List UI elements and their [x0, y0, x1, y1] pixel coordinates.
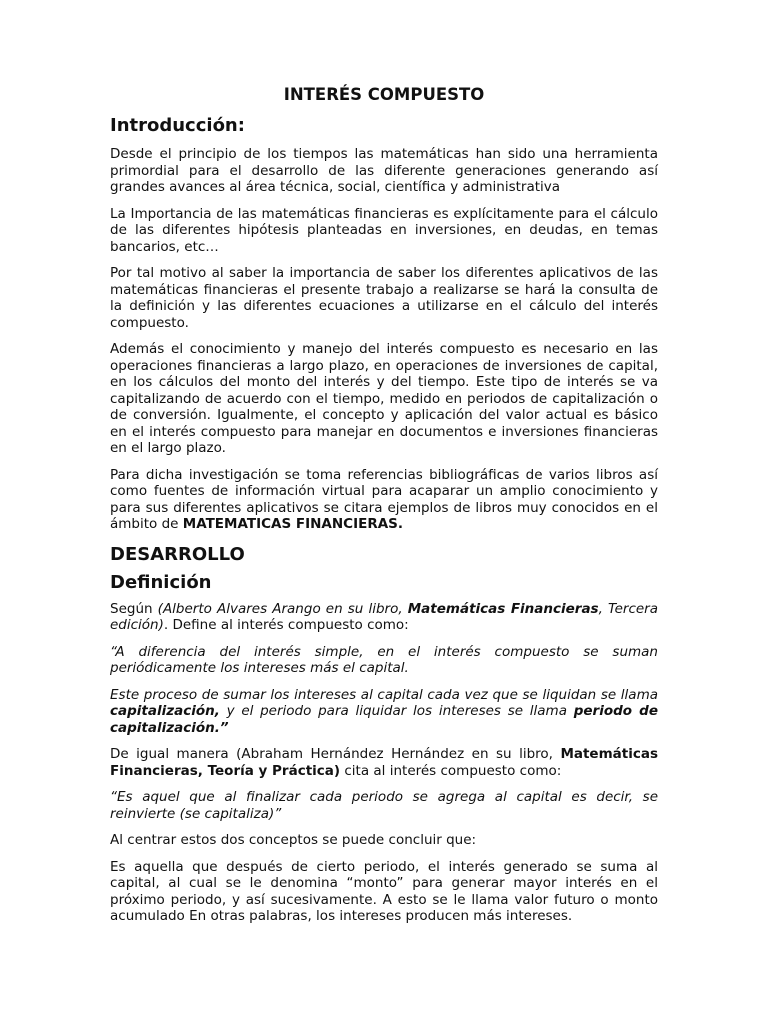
intro-heading: Introducción:	[110, 115, 245, 136]
quote-3-text: “Es aquel que al finalizar cada periodo se agrega al capital es decir, se reinvierte (se capitaliza)”	[110, 789, 658, 822]
quote-3	[110, 789, 658, 822]
paragraph-5-text: Para dicha investigación se toma referencias bibliográficas de varios libros así como fuentes de información virtual para acaparar un amplio conocimiento y para sus diferentes aplicativos se citara ejemplos de libros muy conocidos en el ámbito de	[110, 466, 658, 532]
p7-lead: De igual manera (Abraham Hernández Hernández en su libro,	[110, 746, 561, 762]
p7-tail: cita al interés compuesto como:	[340, 762, 562, 779]
paragraph-3: Por tal motivo al saber la importancia de saber los diferentes aplicativos de las matemáticas financieras el presente trabajo a realizarse se hará la consulta de la definición y las diferentes ecuaciones a utilizarse en el cálculo del interés compuesto.	[110, 265, 658, 331]
paragraph-5	[110, 467, 658, 533]
p6-tail: . Define al interés compuesto como:	[163, 617, 409, 633]
paragraph-6	[110, 601, 658, 634]
definicion-heading: Definición	[110, 571, 212, 593]
q2-text-1: Este proceso de sumar los intereses al capital cada vez que se liquidan se llama	[110, 686, 658, 703]
paragraph-4: Además el conocimiento y manejo del interés compuesto es necesario en las operaciones financieras a largo plazo, en operaciones de inversiones de capital, en los cálculos del monto del interés y del tiempo. Este tipo de interés se va capitalizando de acuerdo con el tiempo, medido en periodos de capitalización o de conversión. Igualmente, el concepto y aplicación del valor actual es básico en el interés compuesto para manejar en documentos e inversiones financieras en el largo plazo.	[110, 341, 658, 456]
paragraph-1: Desde el principio de los tiempos las matemáticas han sido una herramienta primordial para el desarrollo de las diferente generaciones generando así grandes avances al área técnica, social, científica y administrativa	[110, 146, 658, 195]
paragraph-7	[110, 746, 658, 779]
paragraph-2: La Importancia de las matemáticas financieras es explícitamente para el cálculo de las diferentes hipótesis planteadas en inversiones, en deudas, en temas bancarios, etc…	[110, 205, 658, 255]
desarrollo-heading: DESARROLLO	[110, 543, 245, 565]
quote-1-text: “A diferencia del interés simple, en el interés compuesto se suman periódicamente los intereses más el capital.	[110, 643, 658, 676]
quote-2	[110, 687, 658, 737]
p6-italic-1: (Alberto Alvares Arango en su libro,	[157, 600, 408, 617]
p6-bold-italic: Matemáticas Financieras	[407, 600, 599, 617]
document-title: INTERÉS COMPUESTO	[283, 85, 485, 104]
q2-text-2: y el periodo para liquidar los intereses se llama	[219, 703, 574, 719]
p6-lead: Según	[110, 600, 158, 617]
paragraph-5-bold: MATEMATICAS FINANCIERAS.	[182, 516, 404, 532]
p6-italic-2: , Tercera edición)	[110, 600, 658, 633]
paragraph-8: Al centrar estos dos conceptos se puede concluir que:	[110, 832, 477, 848]
p7-bold: Matemáticas Financieras, Teoría y Práctica)	[110, 746, 658, 779]
q2-bold-2: periodo de capitalización.”	[110, 703, 659, 736]
paragraph-9: Es aquella que después de cierto periodo, el interés generado se suma al capital, al cual se le denomina “monto” para generar mayor interés en el próximo periodo, y así sucesivamente. A esto se le llama valor futuro o monto acumulado En otras palabras, los intereses producen más intereses.	[110, 858, 658, 924]
quote-1	[110, 644, 658, 677]
q2-bold-1: capitalización,	[110, 703, 220, 719]
